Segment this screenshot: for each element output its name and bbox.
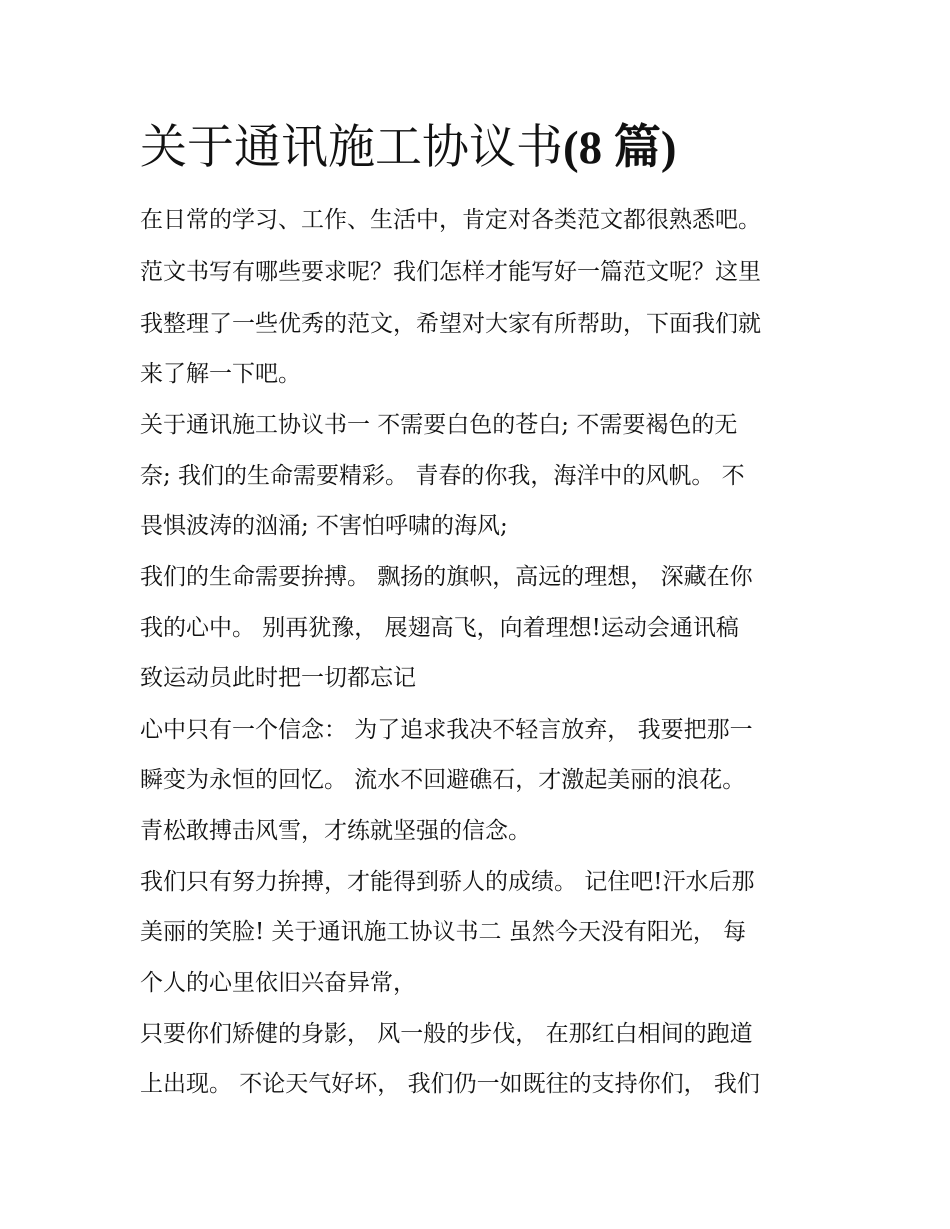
body-line: 只要你们矫健的身影， 风一般的步伐， 在那红白相间的跑道 xyxy=(140,1021,753,1047)
body-line: 畏惧波涛的汹涌; 不害怕呼啸的海风; xyxy=(140,513,508,539)
document-title-count: (8 篇) xyxy=(563,122,677,174)
body-line: 范文书写有哪些要求呢？我们怎样才能写好一篇范文呢？这里 xyxy=(140,259,761,285)
body-line: 瞬变为永恒的回忆。 流水不回避礁石，才激起美丽的浪花。 xyxy=(140,767,746,793)
body-line: 上出现。 不论天气好坏， 我们仍一如既往的支持你们， 我们 xyxy=(140,1071,760,1097)
body-line: 美丽的笑脸! 关于通讯施工协议书二 虽然今天没有阳光， 每 xyxy=(140,919,747,945)
body-line: 个人的心里依旧兴奋异常， xyxy=(140,970,416,996)
body-line: 青松敢搏击风雪，才练就坚强的信念。 xyxy=(140,818,531,844)
document-title xyxy=(140,118,677,178)
body-line: 我的心中。 别再犹豫， 展翅高飞，向着理想!运动会通讯稿 xyxy=(140,615,739,641)
body-line: 我整理了一些优秀的范文，希望对大家有所帮助，下面我们就 xyxy=(140,311,761,337)
body-line: 致运动员此时把一切都忘记 xyxy=(140,665,416,691)
body-line: 我们的生命需要拚搏。 飘扬的旗帜，高远的理想， 深藏在你 xyxy=(140,564,753,590)
body-line: 来了解一下吧。 xyxy=(140,361,301,387)
body-line: 心中只有一个信念： 为了追求我决不轻言放弃， 我要把那一 xyxy=(140,717,753,743)
document-title-text: 关于通讯施工协议书 xyxy=(140,120,563,175)
body-line: 在日常的学习、工作、生活中，肯定对各类范文都很熟悉吧。 xyxy=(140,207,761,233)
body-line: 奈; 我们的生命需要精彩。 青春的你我，海洋中的风帆。 不 xyxy=(140,463,745,489)
body-line: 关于通讯施工协议书一 不需要白色的苍白; 不需要褐色的无 xyxy=(140,412,738,438)
body-line: 我们只有努力拚搏，才能得到骄人的成绩。 记住吧!汗水后那 xyxy=(140,869,755,895)
